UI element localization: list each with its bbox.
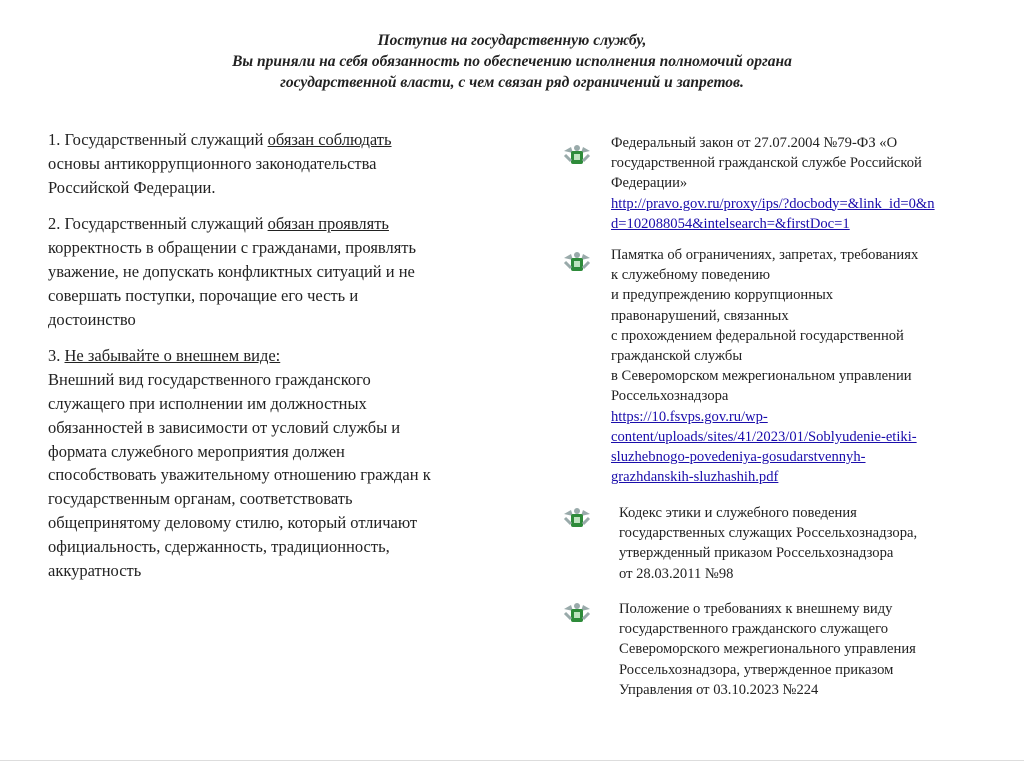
reference-item [562,133,1002,234]
reference-item [562,503,1002,584]
reference-text: Кодекс этики и служебного поведения государственных служащих Россельхознадзора, утвержденный приказом Россельхознадзора от 28.03.2011 №98 [619,505,918,582]
obligation-3 [48,344,528,582]
underlined-text: обязан проявлять [267,214,389,234]
obligation-1 [48,128,528,199]
slide-border [0,760,1024,761]
reference-link[interactable]: http://pravo.gov.ru/proxy/ips/?docbody=&link_id=0&n d=102088054&intelsearch=&firstDoc=1 [611,195,935,232]
reference-link[interactable]: https://10.fsvps.gov.ru/wp- content/uploads/sites/41/2023/01/Soblyudenie-etiki- sluzhebnogo-povedeniya-gosudarstvennyh- grazhdanskih-sluzhashih.pdf [611,408,917,486]
emblem-icon [562,143,592,169]
text: 3. [48,346,65,366]
obligations-list [48,128,528,595]
emblem-icon [562,601,592,627]
text: 2. Государственный служащий [48,214,268,234]
underlined-text: обязан соблюдать [267,130,392,149]
text: корректность в обращении с гражданами, проявлять уважение, не допускать конфликтных ситуаций и не совершать поступки, порочащие его честь и достоинство [48,238,417,329]
text: 1. Государственный служащий [48,130,268,149]
text: Внешний вид государственного гражданского служащего при исполнении им должностных обязанностей в зависимости от условий службы и формата служебного мероприятия должен способствовать уважительному отношению граждан к государственным органам, соответствовать общепринятому деловому стилю, который отличают официальность, сдержанность, традиционность, аккуратность [48,370,431,580]
underlined-text: Не забывайте о внешнем виде: [64,346,281,366]
slide-title: Поступив на государственную службу, Вы приняли на себя обязанность по обеспечению исполнения полномочий органа государственной власти, с чем связан ряд ограничений и запретов. [232,32,792,91]
reference-text: Памятка об ограничениях, запретах, требованиях к служебному поведению и предупреждению коррупционных правонарушений, связанных с прохождением федеральной государственной гражданской службы в Североморском межрегиональном управлении Россельхознадзора [611,247,919,405]
obligation-2 [48,212,528,331]
emblem-icon [562,506,592,532]
emblem-icon [562,250,592,276]
reference-text: Федеральный закон от 27.07.2004 №79-ФЗ «О государственной гражданской службе Российской Федерации» [611,135,922,192]
reference-item [562,245,1002,487]
reference-text: Положение о требованиях к внешнему виду государственного гражданского служащего Североморского межрегионального управления Россельхознадзора, утвержденное приказом Управления от 03.10.2023 №224 [619,601,916,698]
reference-item [562,599,1002,700]
text: основы антикоррупционного законодательства Российской Федерации. [48,153,377,197]
